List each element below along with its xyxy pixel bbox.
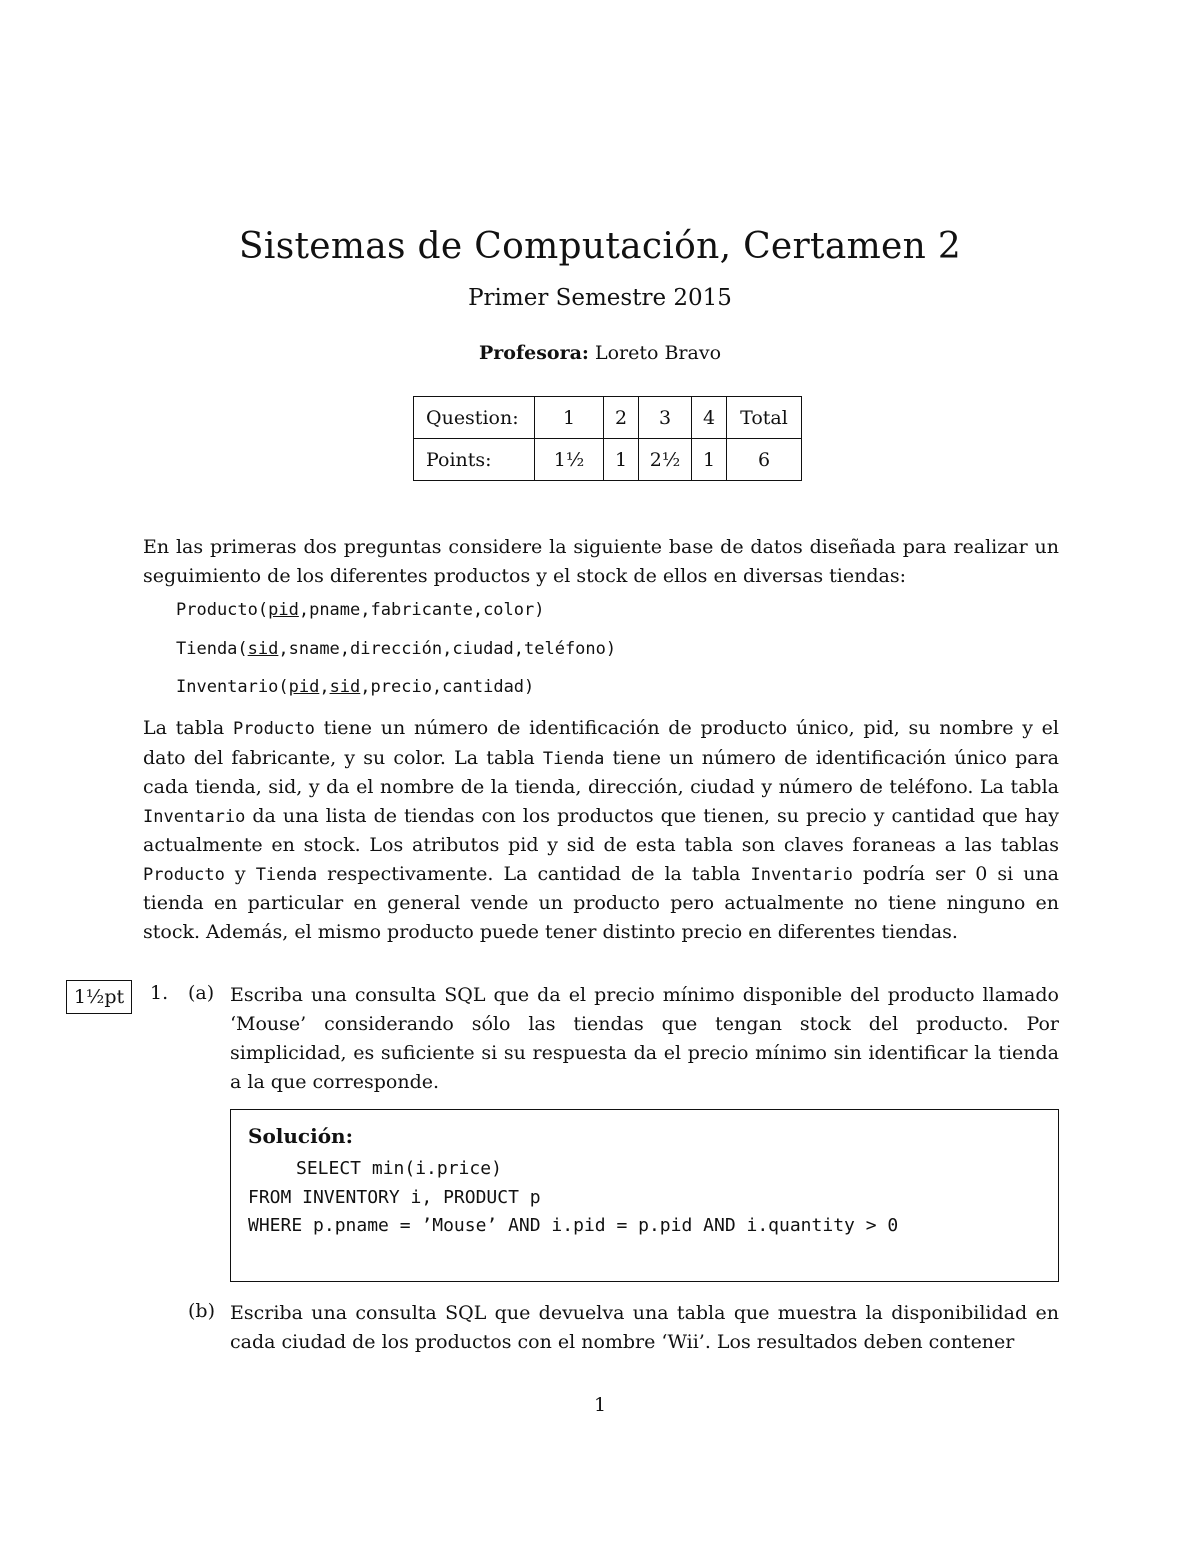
points-cell: 1	[692, 439, 727, 481]
schema-producto: Producto(pid,pname,fabricante,color)	[176, 600, 545, 620]
intro-paragraph: En las primeras dos preguntas considere la siguiente base de datos diseñada para realizar un seguimiento de los diferentes productos y el stock de ellos en diversas tiendas:	[143, 536, 1059, 587]
question-cell: 2	[604, 397, 639, 439]
question-cell: 3	[639, 397, 692, 439]
sql-line-3: WHERE p.pname = ’Mouse’ AND i.pid = p.pid AND i.quantity > 0	[248, 1215, 899, 1236]
solution-label: Solución:	[248, 1124, 353, 1148]
page-subtitle: Primer Semestre 2015	[468, 285, 732, 311]
points-total-cell: 6	[727, 439, 802, 481]
question-cell: 1	[535, 397, 604, 439]
question-header-cell: Question:	[414, 397, 535, 439]
sql-line-1: SELECT min(i.price)	[296, 1158, 502, 1179]
schema-inventario: Inventario(pid,sid,precio,cantidad)	[176, 677, 535, 697]
page-number: 1	[593, 1394, 607, 1416]
sql-line-2: FROM INVENTORY i, PRODUCT p	[248, 1187, 541, 1208]
part-a-label: (a)	[188, 982, 215, 1004]
points-box: 1½pt	[66, 980, 132, 1014]
points-table-header-row	[414, 397, 802, 439]
points-table	[413, 396, 802, 481]
points-cell: 2½	[639, 439, 692, 481]
question-cell: 4	[692, 397, 727, 439]
page-title: Sistemas de Computación, Certamen 2	[238, 226, 962, 267]
question-number: 1.	[150, 982, 169, 1004]
description-paragraph: La tabla Producto tiene un número de identificación de producto único, pid, su nombre y el dato del fabricante, y su color. La tabla Tienda tiene un número de identificación único para cada tienda, sid, y da el nombre de la tienda, dirección, ciudad y número de teléfono. La tabla Inventario da una lista de tiendas con los productos que tienen, su precio y cantidad que hay actualmente en stock. Los atributos pid y sid de esta tabla son claves foraneas a las tablas Producto y Tienda respectivamente. La cantidad de la tabla Inventario podría ser 0 si una tienda en particular en general vende un producto pero actualmente no tiene ninguno en stock. Además, el mismo producto puede tener distinto precio en diferentes tiendas.	[143, 717, 1059, 943]
professor-name: Loreto Bravo	[594, 342, 722, 364]
question-total-cell: Total	[727, 397, 802, 439]
points-cell: 1	[604, 439, 639, 481]
part-b-text: Escriba una consulta SQL que devuelva una tabla que muestra la disponibilidad en cada ciudad de los productos con el nombre ‘Wii’. Los resultados deben contener	[230, 1302, 1059, 1353]
schema-tienda: Tienda(sid,sname,dirección,ciudad,teléfono)	[176, 639, 617, 659]
points-cell: 1½	[535, 439, 604, 481]
professor-label: Profesora:	[478, 342, 589, 364]
part-b-label: (b)	[188, 1300, 215, 1322]
points-header-cell: Points:	[414, 439, 535, 481]
professor-line	[0, 342, 1200, 364]
points-table-points-row	[414, 439, 802, 481]
part-a-text: Escriba una consulta SQL que da el precio mínimo disponible del producto llamado ‘Mouse’ considerando sólo las tiendas que tengan stock del producto. Por simplicidad, es suficiente si su respuesta da el precio mínimo sin identificar la tienda a la que corresponde.	[230, 984, 1059, 1093]
